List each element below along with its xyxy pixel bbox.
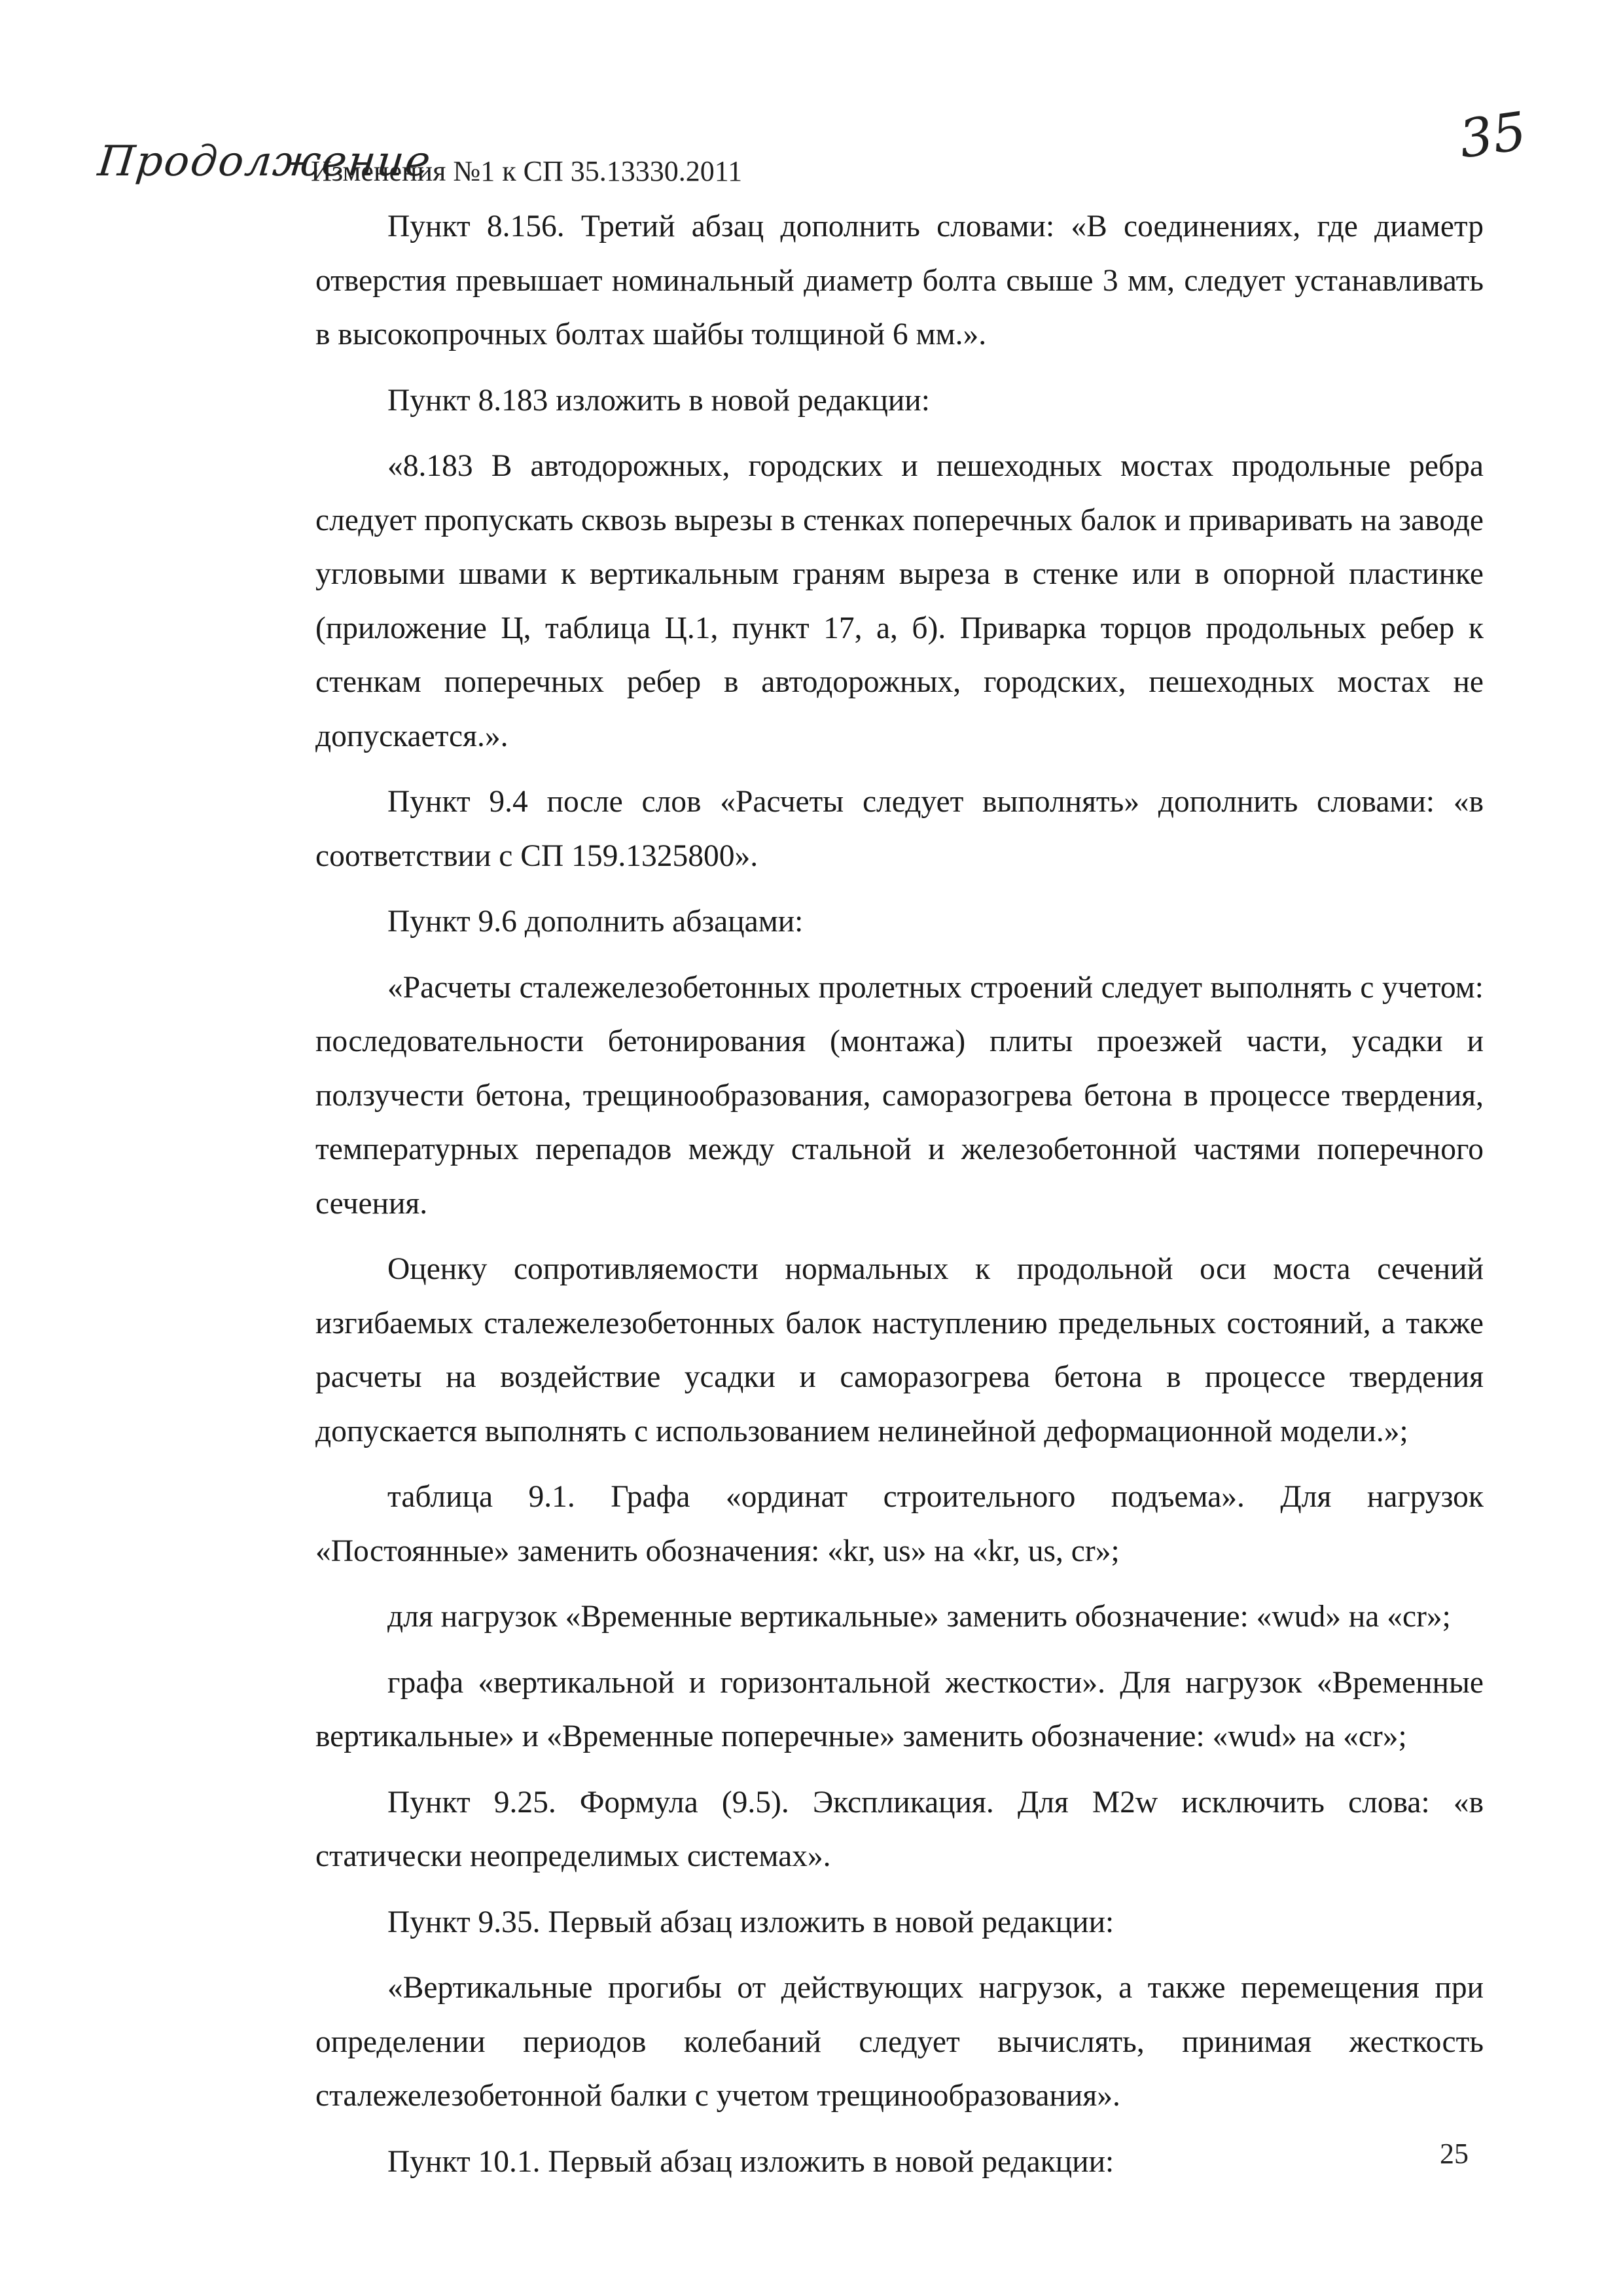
paragraph-8-183-text: «8.183 В автодорожных, городских и пешеходных мостах продольные ребра следует пропускать сквозь вырезы в стенках поперечных балок и приваривать на заводе угловыми швами к вертикальным граням выреза в стенке или в опорной пластинке (приложение Ц, таблица Ц.1, пункт 17, а, б). Приварка торцов продольных ребер к стенкам поперечных ребер в автодорожных, городских, пешеходных мостах не допускается.». xyxy=(315,449,1484,753)
paragraph-stiffness-column: графа «вертикальной и горизонтальной жесткости». Для нагрузок «Временные вертикальные» и «Временные поперечные» заменить обозначение: «wud» на «cr»; xyxy=(315,1665,1484,1753)
paragraph-9-6-intro: Пункт 9.6 дополнить абзацами: xyxy=(387,905,804,939)
paragraph-temporary-vertical: для нагрузок «Временные вертикальные» заменить обозначение: «wud» на «cr»; xyxy=(387,1600,1451,1634)
handwritten-page-mark: 35 xyxy=(1455,100,1530,170)
paragraph-table-9-1: таблица 9.1. Графа «ординат строительного подъема». Для нагрузок «Постоянные» заменить обозначения: «kr, us» на «kr, us, cr»; xyxy=(315,1480,1484,1568)
paragraph-9-35-text: «Вертикальные прогибы от действующих нагрузок, а также перемещения при определении периодов колебаний следует вычислять, принимая жесткость сталежелезобетонной балки с учетом трещинообразования». xyxy=(315,1971,1484,2113)
document-header: Изменения №1 к СП 35.13330.2011 xyxy=(311,155,743,187)
handwritten-continuation-label: Продолжение xyxy=(96,137,434,186)
paragraph-8-183-intro: Пункт 8.183 изложить в новой редакции: xyxy=(387,383,930,418)
paragraph-9-6-assessment: Оценку сопротивляемости нормальных к продольной оси моста сечений изгибаемых сталежелезобетонных балок наступлению предельных состояний, а также расчеты на воздействие усадки и саморазогрева бетона в процессе твердения допускается выполнять с использованием нелинейной деформационной модели.»; xyxy=(315,1252,1484,1448)
paragraph-8-156: Пункт 8.156. Третий абзац дополнить словами: «В соединениях, где диаметр отверстия превышает номинальный диаметр болта свыше 3 мм, следует устанавливать в высокопрочных болтах шайбы толщиной 6 мм.». xyxy=(315,209,1484,351)
page-number: 25 xyxy=(1440,2138,1469,2170)
paragraph-9-4: Пункт 9.4 после слов «Расчеты следует выполнять» дополнить словами: «в соответствии с СП 159.1325800». xyxy=(315,785,1484,873)
paragraph-9-6-calc: «Расчеты сталежелезобетонных пролетных строений следует выполнять с учетом: последовательности бетонирования (монтажа) плиты проезжей части, усадки и ползучести бетона, трещинообразования, саморазогрева бетона в процессе твердения, температурных перепадов между стальной и железобетонной частями поперечного сечения. xyxy=(315,970,1484,1221)
paragraph-9-25: Пункт 9.25. Формула (9.5). Экспликация. Для M2w исключить слова: «в статически неопределимых системах». xyxy=(315,1785,1484,1873)
paragraph-10-1-intro: Пункт 10.1. Первый абзац изложить в новой редакции: xyxy=(387,2144,1115,2179)
paragraph-9-35-intro: Пункт 9.35. Первый абзац изложить в новой редакции: xyxy=(387,1905,1115,1939)
document-body xyxy=(315,200,1484,2200)
